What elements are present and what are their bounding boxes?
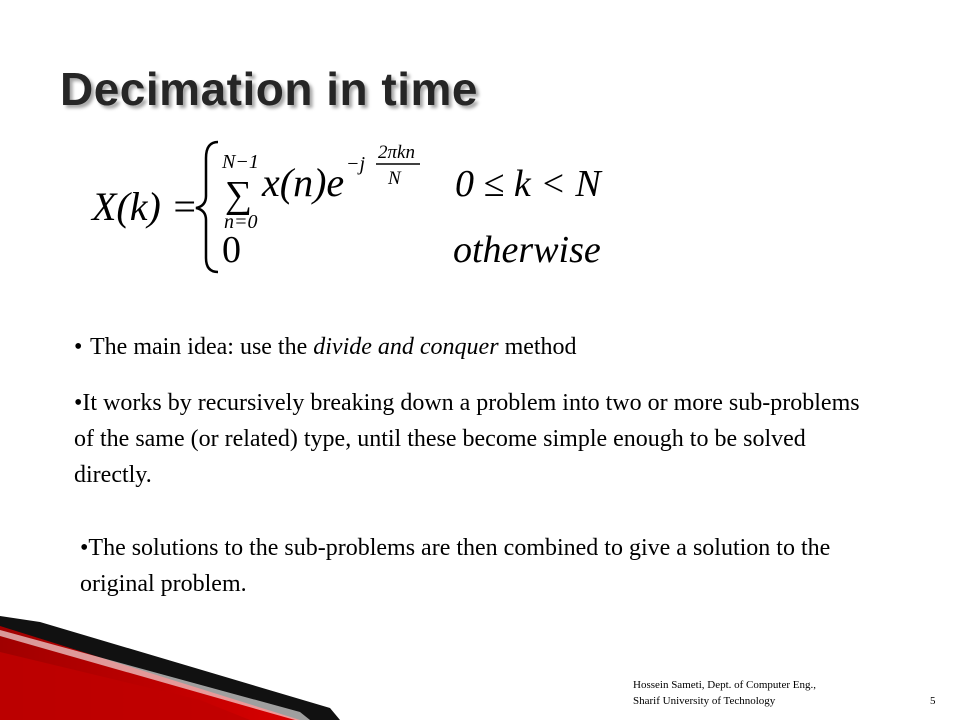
sum-upper-limit: N−1 bbox=[222, 151, 259, 173]
bullet-combine-text: The solutions to the sub-problems are then combined to give a solution to the original problem. bbox=[80, 535, 831, 597]
bullet-main-idea-emphasis: divide and conquer bbox=[313, 334, 499, 360]
bullet-combine bbox=[80, 530, 870, 602]
formula-term: x(n)e bbox=[262, 160, 345, 205]
slide-title: Decimation in time bbox=[60, 63, 478, 115]
exponent-denominator: N bbox=[388, 168, 401, 189]
bullet-marker: • bbox=[80, 535, 89, 561]
sum-symbol: ∑ bbox=[225, 174, 253, 216]
sum-lower-limit: n=0 bbox=[224, 211, 258, 233]
exponent-sign: −j bbox=[346, 153, 366, 175]
formula-brace bbox=[196, 142, 218, 272]
footer-line-1: Hossein Sameti, Dept. of Computer Eng., bbox=[633, 679, 817, 691]
case2-value: 0 bbox=[222, 229, 241, 271]
case1-condition: 0 ≤ k < N bbox=[455, 163, 601, 205]
dft-formula bbox=[0, 0, 960, 300]
bullet-main-idea-prefix: The main idea: use the bbox=[90, 334, 314, 360]
bullet-marker: • bbox=[74, 334, 83, 360]
bullet-recursion-text: It works by recursively breaking down a problem into two or more sub-problems of the same (or related) type, until these become simple enough to be solved directly. bbox=[74, 390, 860, 488]
bullet-main-idea-suffix: method bbox=[498, 334, 577, 360]
formula-lhs: X(k) = bbox=[92, 184, 198, 229]
case2-condition: otherwise bbox=[453, 229, 601, 271]
bullet-marker: • bbox=[74, 390, 83, 416]
bullet-recursion bbox=[74, 385, 864, 493]
bullet-main-idea bbox=[74, 329, 577, 365]
exponent-numerator: 2πkn bbox=[378, 142, 415, 163]
footer-line-2: Sharif University of Technology bbox=[633, 695, 776, 707]
footer-credit bbox=[633, 677, 893, 709]
page-number: 5 bbox=[930, 695, 936, 707]
